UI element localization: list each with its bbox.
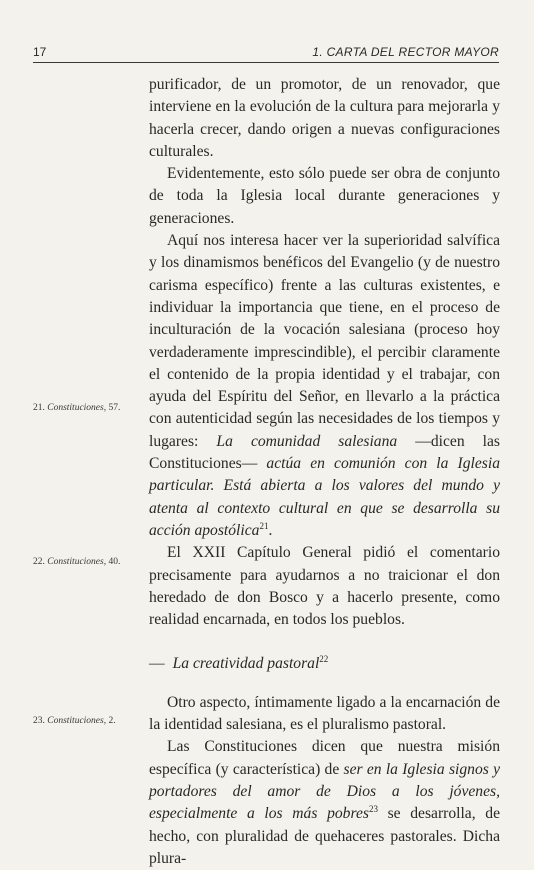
- main-text-column: [149, 74, 500, 870]
- paragraph-6-text-a: Las Constituciones dicen que nuestra misión específica (y característica) de: [149, 738, 500, 778]
- paragraph-3-text-b: —dicen las Constituciones—: [149, 432, 500, 473]
- paragraph-3-text-c: .: [268, 521, 273, 539]
- section-heading: [149, 653, 500, 675]
- margin-note-23-number: 23.: [33, 716, 45, 726]
- margin-note-22-source: Constituciones,: [47, 557, 107, 567]
- paragraph-6-italic: ser en la Iglesia signos y portadores del amor de Dios a los jóvenes, especialmente a los más pobres: [149, 760, 500, 823]
- paragraph-6-text-b: se desarrolla, de hecho, con pluralidad de quehaceres pastorales. Dicha plura-: [149, 805, 500, 867]
- margin-note-23: [33, 716, 143, 726]
- margin-note-23-ref: 2.: [108, 716, 116, 726]
- paragraph-1: purificador, de un promotor, de un renovador, que interviene en la evolución de la cultura para mejorarla y hacerla crecer, dando origen a nuevas configuraciones culturales.: [149, 76, 500, 160]
- paragraph-4: El XXII Capítulo General pidió el comentario precisamente para ayudarnos a no traicionar el don heredado de don Bosco y a hacerlo presente, como realidad encarnada, en todos los pueblos.: [149, 544, 500, 629]
- paragraph-3: [149, 230, 500, 542]
- footnote-ref-21: 21: [259, 520, 269, 531]
- margin-note-21: [33, 403, 143, 413]
- margin-note-21-source: Constituciones,: [47, 403, 107, 413]
- margin-note-22: [33, 557, 143, 567]
- running-header: [33, 44, 499, 63]
- paragraph-3-italic-1: La comunidad salesiana: [216, 432, 398, 450]
- page-number: 17: [33, 45, 47, 59]
- footnote-ref-23: 23: [368, 804, 378, 815]
- paragraph-2: Evidentemente, esto sólo puede ser obra de conjunto de toda la Iglesia local durante generaciones y generaciones.: [149, 165, 500, 227]
- margin-note-21-ref: 57.: [108, 403, 121, 413]
- paragraph-6: [149, 736, 500, 870]
- paragraph-3-italic-2: actúa en comunión con la Iglesia particular. Está abierta a los valores del mundo y atenta al contexto cultural en que se desarrolla su acción apostólica: [149, 455, 500, 539]
- margin-note-21-number: 21.: [33, 403, 45, 413]
- paragraph-3-text-a: Aquí nos interesa hacer ver la superioridad salvífica y los dinamismos benéficos del Evangelio (y de nuestro carisma específico) frente a las culturas existentes, e individuar la importancia que tiene, en el proceso de inculturación de la vocación salesiana (proceso hoy verdaderamente imprescindible), el percibir claramente el contenido de la propia identidad y el trabajar, con ayuda del Espíritu del Señor, en llevarlo a la práctica con autenticidad según las necesidades de los tiempos y lugares:: [149, 232, 500, 450]
- margin-note-23-source: Constituciones,: [47, 716, 107, 726]
- running-title: 1. CARTA DEL RECTOR MAYOR: [312, 45, 499, 59]
- paragraph-5: Otro aspecto, íntimamente ligado a la encarnación de la identidad salesiana, es el pluralismo pastoral.: [149, 693, 500, 734]
- heading-dash: —: [149, 655, 165, 673]
- margin-note-22-ref: 40.: [108, 557, 121, 567]
- footnote-ref-22: 22: [319, 654, 329, 665]
- heading-text: La creatividad pastoral: [172, 655, 320, 673]
- margin-note-22-number: 22.: [33, 557, 45, 567]
